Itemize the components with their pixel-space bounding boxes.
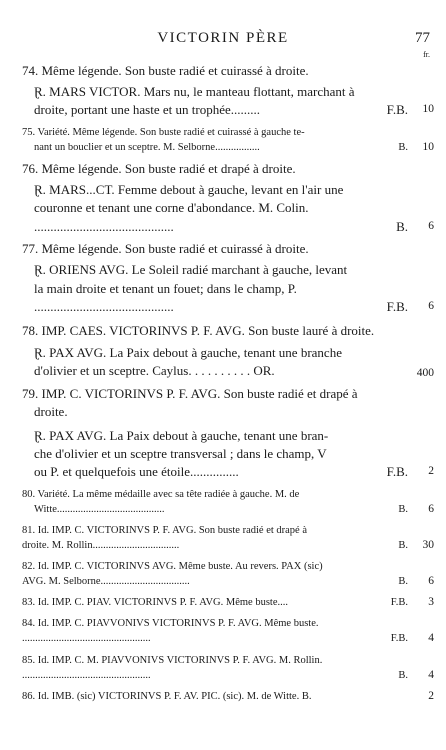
entry-text: droite, portant une haste et un trophée......... (34, 102, 260, 117)
price-value: 2 (428, 465, 434, 477)
price-value: 3 (428, 596, 434, 608)
entry-text: che d'olivier et un sceptre transversal ; dans le champ, V (34, 446, 327, 461)
entry-line (34, 140, 420, 155)
entry-text: droite. M. Rollin................................. (22, 540, 180, 551)
rarity-mark: F.B. (386, 464, 408, 479)
entry-line (34, 219, 420, 234)
entry-text: 83. Id. IMP. C. PIAV. VICTORINVS P. F. AVG. Même buste.... (22, 597, 288, 608)
entry-text: 75. Variété. Même légende. Son buste radié et cuirassé à gauche te- (22, 127, 305, 138)
entry-line (34, 200, 420, 215)
entry-text: couronne et tenant une corne d'abondance. M. Colin. (34, 200, 309, 215)
entry-text: 81. Id. IMP. C. VICTORINVS P. F. AVG. Son buste radié et drapé à (22, 525, 307, 536)
price-value: 2 (428, 690, 434, 702)
rarity-mark: F.B. (390, 597, 408, 608)
rarity-mark: F.B. (386, 299, 408, 314)
entry-line (22, 63, 420, 78)
entry-text: Ɽ. PAX AVG. La Paix debout à gauche, tenant une bran- (34, 428, 329, 443)
entry-line (22, 538, 420, 553)
entry-line (22, 559, 420, 574)
rarity-mark: F.B. (386, 102, 408, 117)
entry-text: 82. Id. IMP. C. VICTORINVS AVG. Même buste. Au revers. PAX (sic) (22, 561, 323, 572)
entry-text: nant un bouclier et un sceptre. M. Selborne................. (34, 142, 260, 153)
entry-text: 79. IMP. C. VICTORINVS P. F. AVG. Son buste radié et drapé à (22, 386, 358, 401)
price-value: 400 (416, 367, 434, 379)
entry-line (22, 653, 420, 668)
entry-text: ................................................. (22, 633, 151, 644)
price-value: 4 (428, 669, 434, 681)
entry-line (34, 262, 420, 277)
entry-line (34, 404, 420, 419)
rarity-mark: B. (398, 670, 408, 681)
entry-line (22, 323, 420, 338)
entry-text: Ɽ. MARS VICTOR. Mars nu, le manteau flottant, marchant à (34, 84, 355, 99)
page-title: VICTORIN PÈRE (157, 30, 289, 46)
entry-text: 84. Id. IMP. C. PIAVVONIVS VICTORINVS P. F. AVG. Même buste. (22, 618, 319, 629)
page-number: 77 (415, 30, 430, 46)
entry-line (34, 182, 420, 197)
entry-line (34, 446, 420, 461)
rarity-mark: B. (398, 142, 408, 153)
entry-text: 78. IMP. CAES. VICTORINVS P. F. AVG. Son buste lauré à droite. (22, 323, 375, 338)
entry-line (34, 428, 420, 443)
price-value: 6 (428, 220, 434, 232)
entry-line (34, 299, 420, 314)
entry-line (22, 574, 420, 589)
entry-text: 80. Variété. La même médaille avec sa tête radiée à gauche. M. de (22, 489, 300, 500)
entry-line (22, 386, 420, 401)
entry-line (22, 689, 420, 704)
entry-text: Ɽ. PAX AVG. La Paix debout à gauche, tenant une branche (34, 345, 342, 360)
entry-text: 86. Id. IMB. (sic) VICTORINVS P. F. AV. PIC. (sic). M. de Witte. B. (22, 691, 312, 702)
price-value: 6 (428, 300, 434, 312)
entry-line (22, 595, 420, 610)
entry-line (34, 363, 420, 378)
entry-text: AVG. M. Selborne.................................. (22, 576, 190, 587)
entry-line (34, 502, 420, 517)
rarity-mark: B. (398, 576, 408, 587)
price-value: 10 (422, 141, 434, 153)
entry-line (22, 668, 420, 683)
entry-text: Witte......................................... (34, 504, 165, 515)
rarity-mark: B. (396, 219, 408, 234)
entry-line (22, 631, 420, 646)
entry-line (22, 161, 420, 176)
price-value: 4 (428, 632, 434, 644)
price-value: 10 (422, 103, 434, 115)
entry-text: d'olivier et un sceptre. Caylus. . . . . . . . . . OR. (34, 363, 275, 378)
rarity-mark: B. (398, 504, 408, 515)
rarity-mark: F.B. (390, 633, 408, 644)
entry-line (22, 616, 420, 631)
entry-line (34, 84, 420, 99)
entry-line (34, 345, 420, 360)
entry-text: 76. Même légende. Son buste radié et drapé à droite. (22, 161, 296, 176)
entry-text: Ɽ. ORIENS AVG. Le Soleil radié marchant à gauche, levant (34, 262, 348, 277)
entry-text: 77. Même légende. Son buste radié et cuirassé à droite. (22, 241, 309, 256)
price-value: 30 (422, 539, 434, 551)
price-unit-label: fr. (423, 50, 430, 59)
price-value: 6 (428, 575, 434, 587)
entry-text: 85. Id. IMP. C. M. PIAVVONIVS VICTORINVS P. F. AVG. M. Rollin. (22, 655, 323, 666)
entry-line (34, 464, 420, 479)
entry-line (22, 125, 420, 140)
price-value: 6 (428, 503, 434, 515)
entry-text: Ɽ. MARS...CT. Femme debout à gauche, levant en l'air une (34, 182, 344, 197)
entry-text: ................................................. (22, 670, 151, 681)
entry-text: 74. Même légende. Son buste radié et cuirassé à droite. (22, 63, 309, 78)
entry-line (34, 102, 420, 117)
entry-line (22, 241, 420, 256)
entry-text: droite. (34, 404, 68, 419)
entry-line (22, 487, 420, 502)
entry-text: ou P. et quelquefois une étoile............... (34, 464, 239, 479)
entry-line (22, 523, 420, 538)
entry-text: la main droite et tenant un fouet; dans le champ, P. (34, 281, 297, 296)
entry-text: ........................................... (34, 299, 174, 314)
rarity-mark: B. (398, 540, 408, 551)
entry-text: ........................................... (34, 219, 174, 234)
entry-line (34, 281, 420, 296)
